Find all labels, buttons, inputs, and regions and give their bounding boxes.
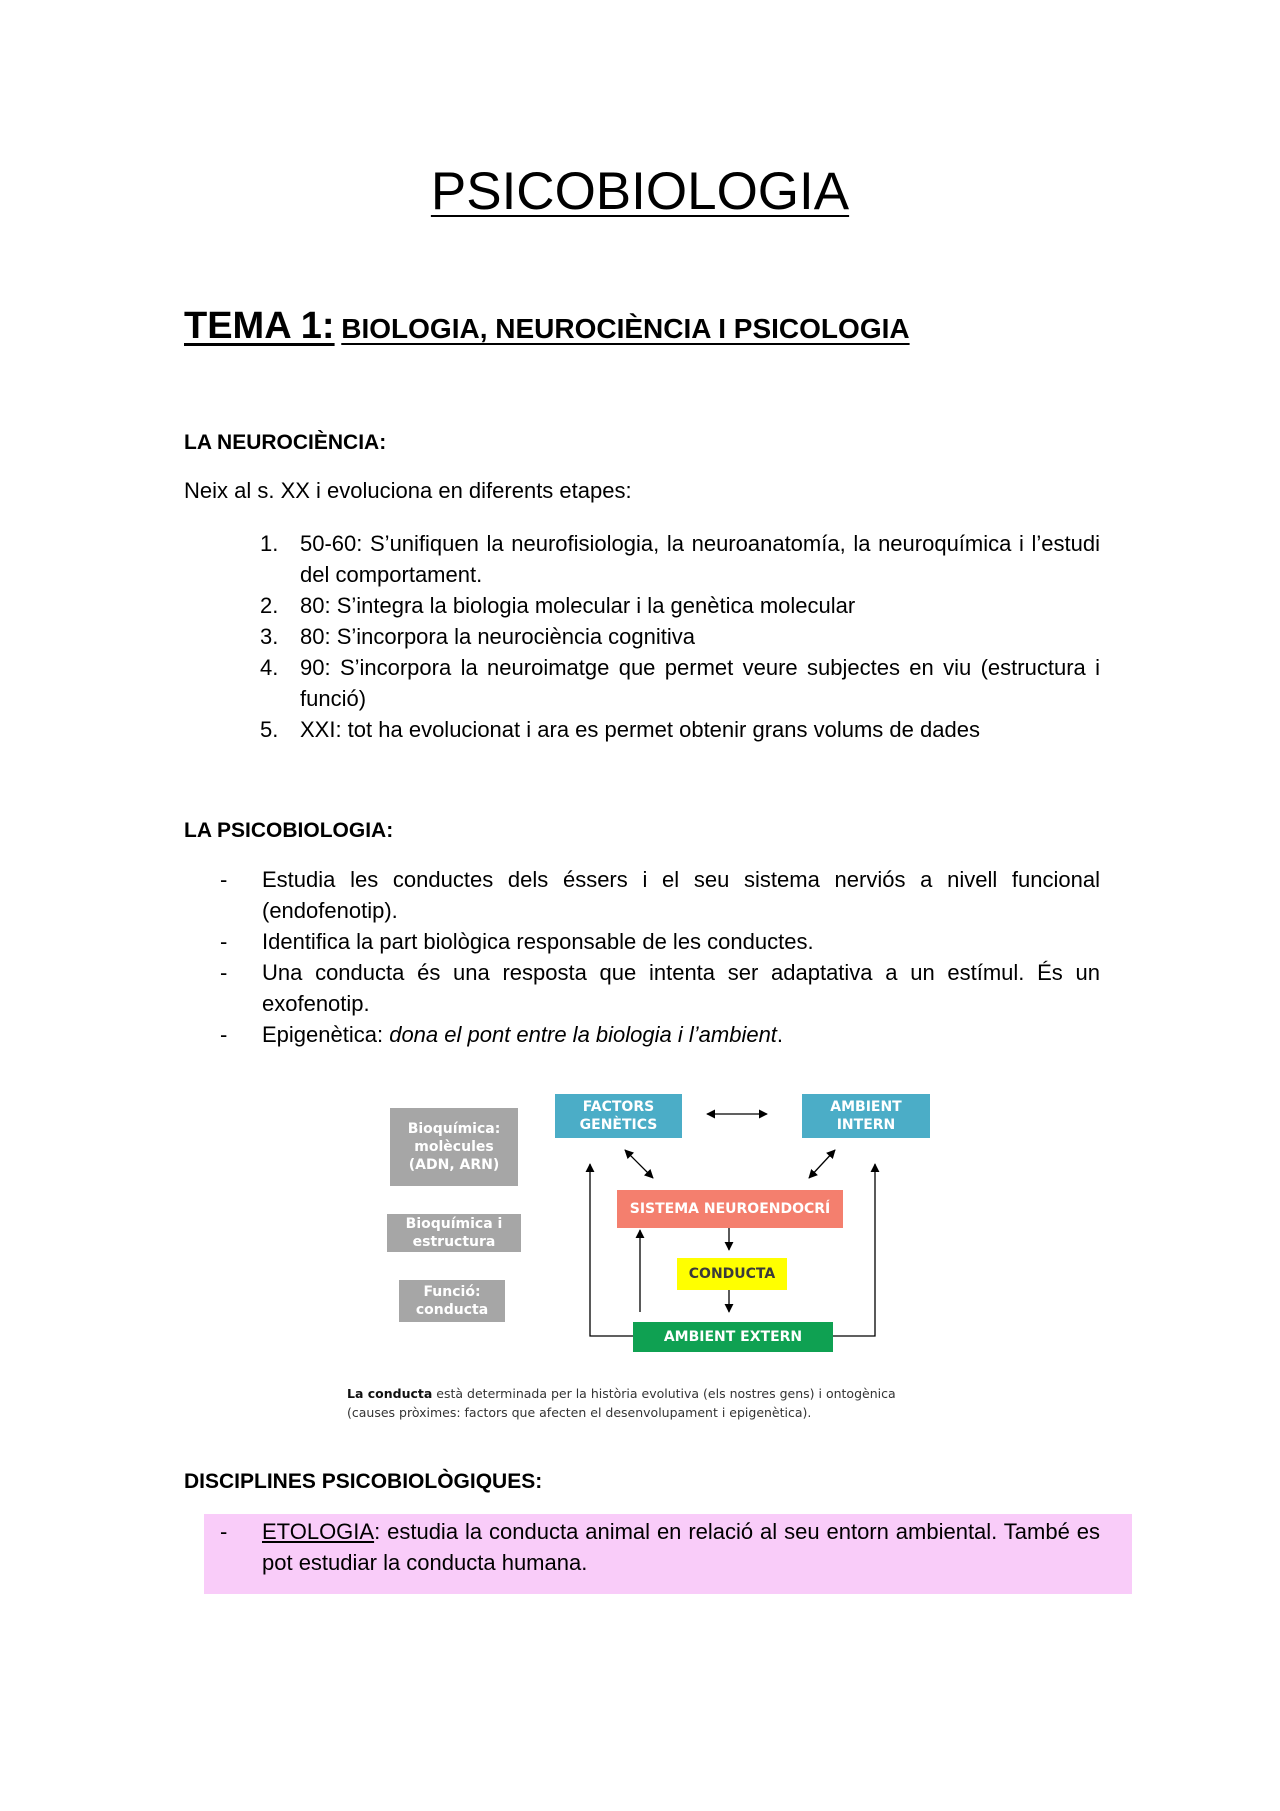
page-title: PSICOBIOLOGIA xyxy=(430,162,850,221)
function-conduct-box: Funció: conducta xyxy=(399,1280,505,1322)
neuroscience-stages-list xyxy=(260,528,1100,745)
diagram-caption: La conducta està determinada per la història evolutiva (els nostres gens) i ontogènica (causes pròximes: factors que afecten el desenvolupament i epigenètica). xyxy=(347,1386,896,1420)
list-item: 3. 80: S’incorpora la neurociència cognitiva xyxy=(260,624,696,649)
list-item: - Identifica la part biològica responsable de les conductes. xyxy=(220,929,814,954)
ethology-term: ETOLOGIA xyxy=(262,1519,375,1544)
disciplines-list xyxy=(220,1516,1100,1578)
biochem-molecules-box: Bioquímica: molècules (ADN, ARN) xyxy=(390,1108,518,1186)
psychobiology-heading: LA PSICOBIOLOGIA: xyxy=(184,819,394,842)
disciplines-heading: DISCIPLINES PSICOBIOLÒGIQUES: xyxy=(184,1470,543,1493)
list-item: - ETOLOGIA: estudia la conducta animal en relació al seu entorn ambiental. També es pot estudiar la conducta humana. xyxy=(220,1519,1100,1575)
biochem-structure-box: Bioquímica i estructura xyxy=(387,1214,521,1252)
list-item: - Estudia les conductes dels éssers i el seu sistema nerviós a nivell funcional (endofenotip). xyxy=(220,867,1100,923)
list-item: 4. 90: S’incorpora la neuroimatge que permet veure subjectes en viu (estructura i funció) xyxy=(260,655,1100,711)
list-item: 2. 80: S’integra la biologia molecular i la genètica molecular xyxy=(260,593,856,618)
internal-environment-box: AMBIENT INTERN xyxy=(802,1094,930,1138)
conduct-diagram xyxy=(335,1066,940,1426)
list-item: 5. XXI: tot ha evolucionat i ara es permet obtenir grans volums de dades xyxy=(260,717,980,742)
conduct-box: CONDUCTA xyxy=(677,1258,787,1290)
list-item: - Una conducta és una resposta que intenta ser adaptativa a un estímul. És un exofenotip. xyxy=(220,960,1100,1016)
topic-heading xyxy=(184,303,910,354)
neuroscience-intro: Neix al s. XX i evoluciona en diferents etapes: xyxy=(184,478,632,503)
neuroscience-heading: LA NEUROCIÈNCIA: xyxy=(184,431,387,454)
external-environment-box: AMBIENT EXTERN xyxy=(633,1322,833,1352)
topic-subtitle: BIOLOGIA, NEUROCIÈNCIA I PSICOLOGIA xyxy=(341,313,910,344)
list-item: 1. 50-60: S’unifiquen la neurofisiologia, la neuroanatomía, la neuroquímica i l’estudi del comportament. xyxy=(260,531,1100,587)
list-item: - Epigenètica: dona el pont entre la biologia i l’ambient. xyxy=(220,1022,784,1047)
topic-number: TEMA 1: xyxy=(184,305,335,347)
neuroendocrine-system-box: SISTEMA NEUROENDOCRÍ xyxy=(617,1190,843,1228)
psychobiology-list xyxy=(220,864,1100,1050)
genetic-factors-box: FACTORS GENÈTICS xyxy=(555,1094,682,1138)
